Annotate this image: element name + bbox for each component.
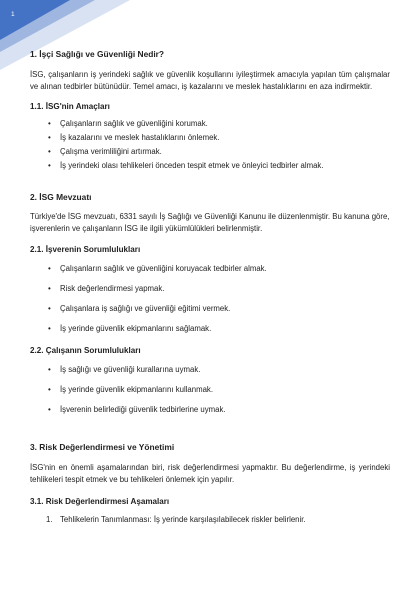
- list-item: • İşverenin belirlediği güvenlik tedbirlerine uymak.: [48, 405, 226, 414]
- list-item: • Çalışanlara iş sağlığı ve güvenliği eğitimi vermek.: [48, 304, 231, 313]
- bullet-icon: •: [48, 365, 51, 374]
- bullet-icon: •: [48, 324, 51, 333]
- list-item: • İş yerinde güvenlik ekipmanlarını sağlamak.: [48, 324, 212, 333]
- bullet-icon: •: [48, 405, 51, 414]
- page-number: 1: [11, 11, 15, 18]
- list-employer-duties: [30, 264, 390, 334]
- paragraph-section-1: İSG, çalışanların iş yerindeki sağlık ve güvenlik koşullarını iyileştirmek amacıyla yapılan tüm çalışmalar ve alınan tedbirler bütünüdür. Temel amacı, iş kazalarını ve meslek hastalıklarını en aza indirmektir.: [30, 70, 390, 91]
- list-item: 1. Tehlikelerin Tanımlanması: İş yerinde karşılaşılabilecek riskler belirlenir.: [46, 515, 306, 524]
- bullet-icon: •: [48, 284, 51, 293]
- list-item: • Çalışma verimliliğini artırmak.: [48, 147, 162, 156]
- list-item: • İş yerinde güvenlik ekipmanlarını kullanmak.: [48, 385, 213, 394]
- heading-section-2: 2. İSG Mevzuatı: [30, 192, 92, 202]
- list-isg-goals: [30, 119, 390, 171]
- list-item: • İş sağlığı ve güvenliği kurallarına uymak.: [48, 365, 201, 374]
- paragraph-section-2: Türkiye'de İSG mevzuatı, 6331 sayılı İş Sağlığı ve Güvenliği Kanunu ile düzenlenmiştir. Bu kanuna göre, işverenlerin ve çalışanların İSG ile ilgili yükümlülükleri belirlenmiştir.: [30, 212, 390, 233]
- list-employee-duties: [30, 365, 390, 415]
- heading-section-2-1: 2.1. İşverenin Sorumlulukları: [30, 245, 141, 254]
- paragraph-section-3: İSG'nin en önemli aşamalarından biri, risk değerlendirmesi yapmaktır. Bu değerlendirme, iş yerindeki tehlikeleri tespit etmek ve bu tehlikeleri önlemek için yapılır.: [30, 463, 390, 484]
- heading-section-1-1: 1.1. İSG'nin Amaçları: [30, 102, 110, 111]
- heading-section-3: 3. Risk Değerlendirmesi ve Yönetimi: [30, 442, 175, 452]
- list-risk-steps: [30, 515, 390, 525]
- list-item: • Çalışanların sağlık ve güvenliğini koruyacak tedbirler almak.: [48, 264, 267, 273]
- heading-section-1: 1. İşçi Sağlığı ve Güvenliği Nedir?: [30, 49, 165, 59]
- list-item: • Çalışanların sağlık ve güvenliğini korumak.: [48, 119, 208, 128]
- bullet-icon: •: [48, 119, 51, 128]
- heading-section-2-2: 2.2. Çalışanın Sorumlulukları: [30, 346, 141, 355]
- heading-section-3-1: 3.1. Risk Değerlendirmesi Aşamaları: [30, 497, 170, 506]
- bullet-icon: •: [48, 147, 51, 156]
- list-number: 1.: [46, 515, 53, 524]
- list-item: • İş yerindeki olası tehlikeleri önceden tespit etmek ve önleyici tedbirler almak.: [48, 161, 324, 170]
- list-item: • Risk değerlendirmesi yapmak.: [48, 284, 165, 293]
- bullet-icon: •: [48, 161, 51, 170]
- bullet-icon: •: [48, 304, 51, 313]
- bullet-icon: •: [48, 133, 51, 142]
- bullet-icon: •: [48, 385, 51, 394]
- document-body: [30, 44, 390, 525]
- list-item: • İş kazalarını ve meslek hastalıklarını önlemek.: [48, 133, 220, 142]
- bullet-icon: •: [48, 264, 51, 273]
